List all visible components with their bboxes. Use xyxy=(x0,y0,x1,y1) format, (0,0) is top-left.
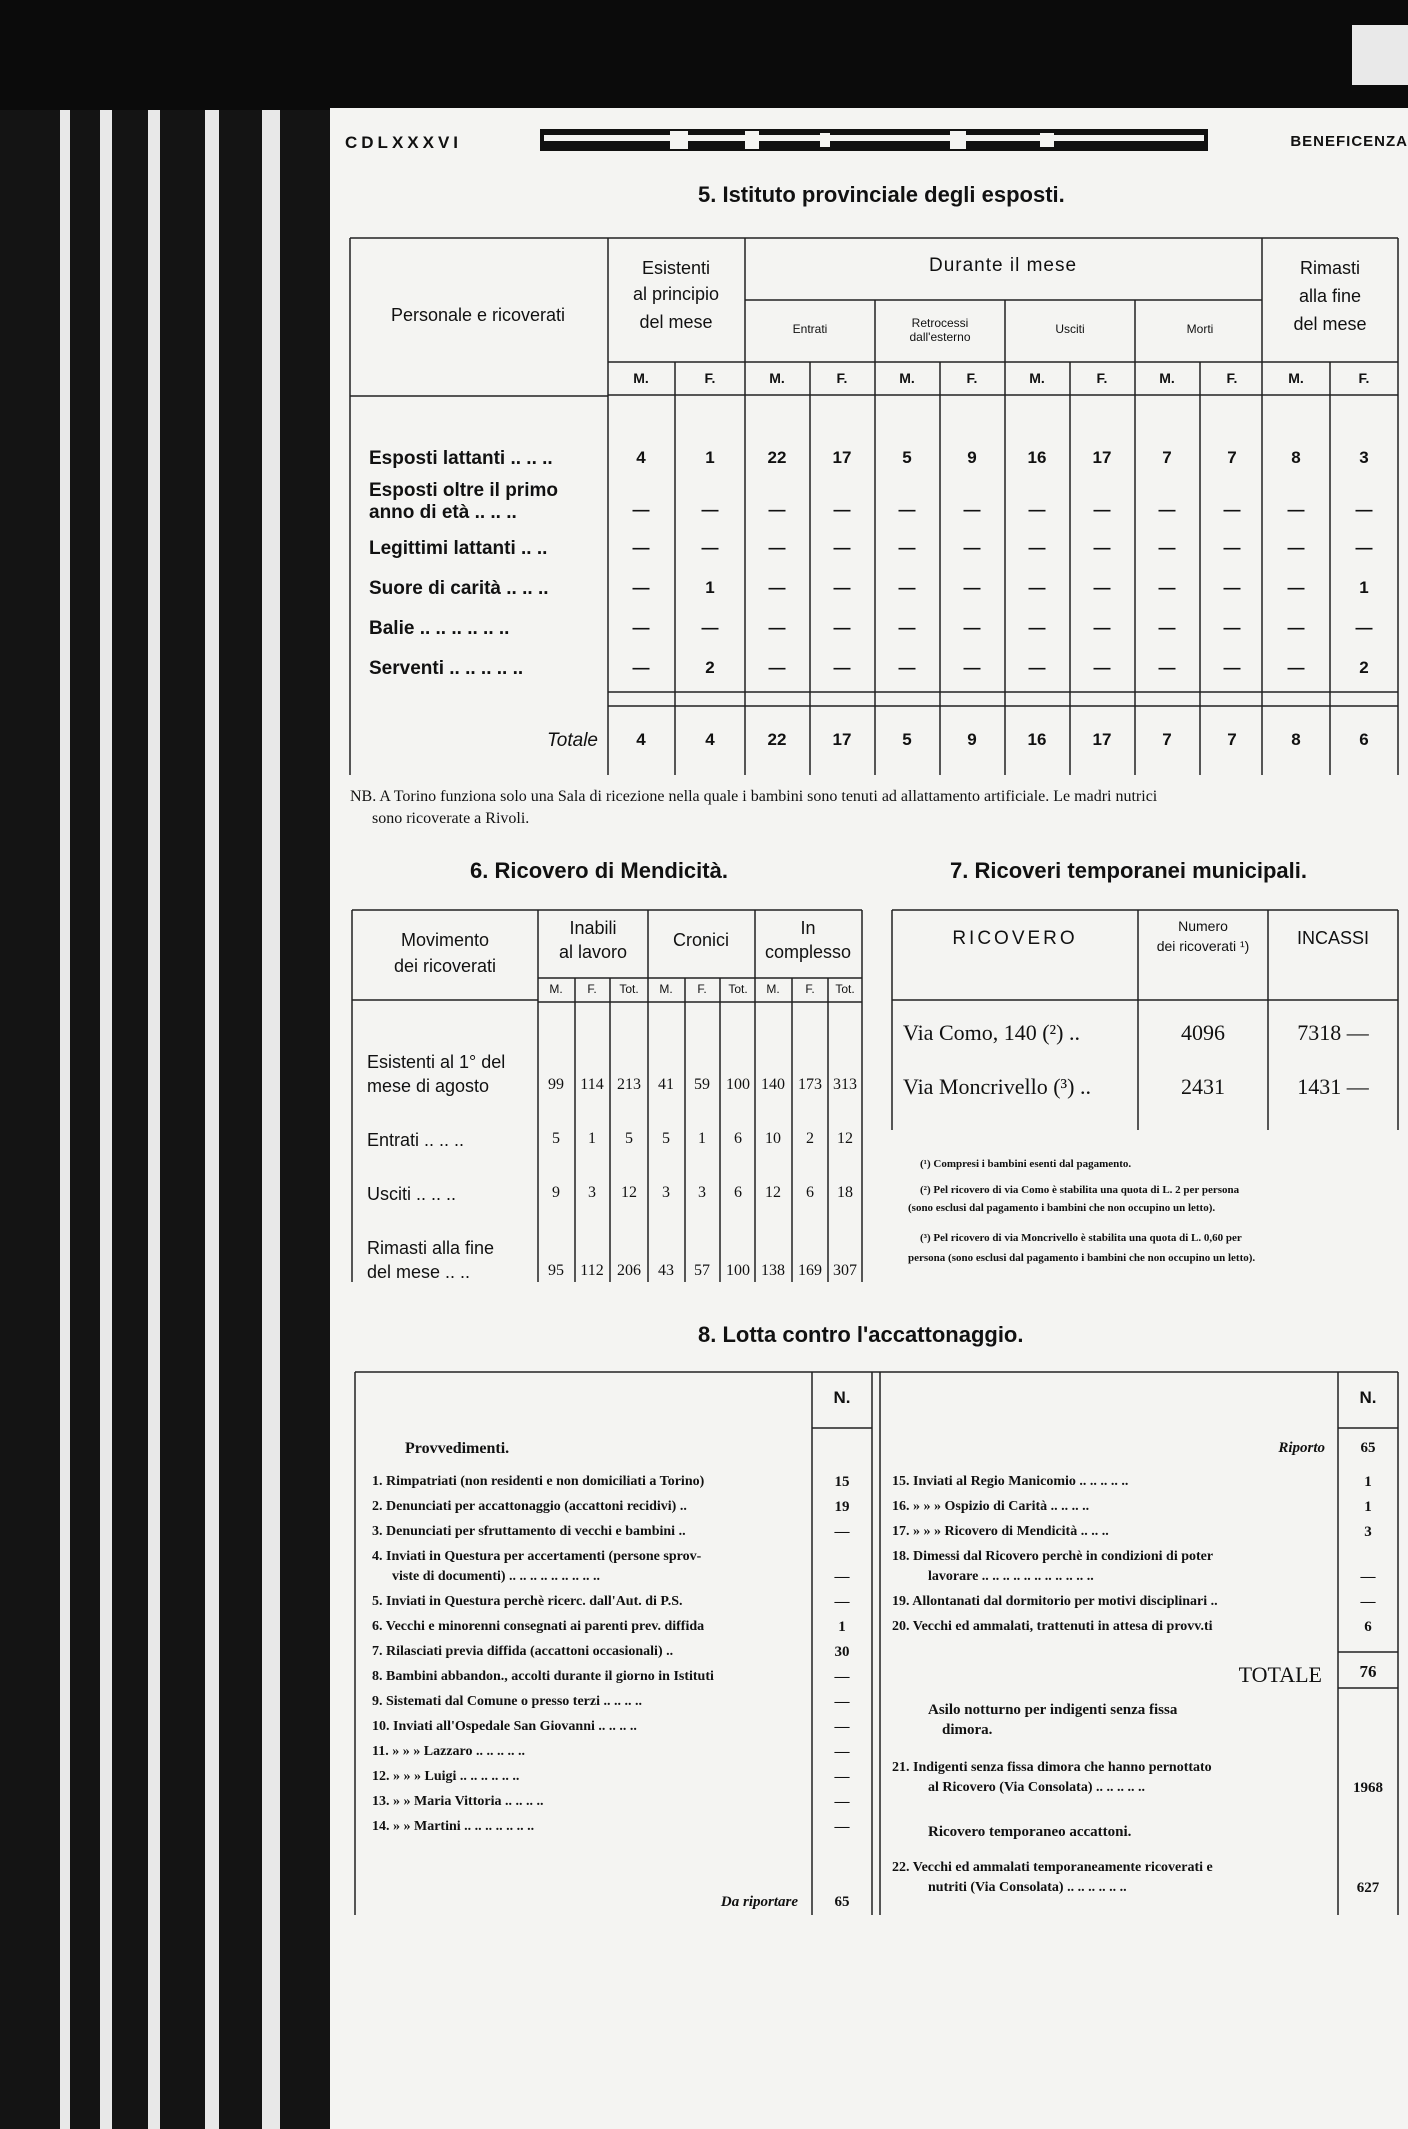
t8-left-n: — xyxy=(834,1794,850,1810)
t5-cell: — xyxy=(963,618,981,637)
t8-totale-n: 76 xyxy=(1359,1662,1377,1681)
t8-right-n: 6 xyxy=(1364,1619,1372,1635)
t6-col-inabili: al lavoro xyxy=(558,942,628,962)
header-ornament xyxy=(540,125,1208,157)
t7-row-label: Via Como, 140 (²) .. xyxy=(903,1020,1080,1045)
t8-left-n: 30 xyxy=(834,1644,850,1660)
t5-cell: — xyxy=(1158,618,1176,637)
t8-da-riportare-n: 65 xyxy=(834,1894,850,1910)
t5-col-esistenti: del mese xyxy=(639,312,713,332)
t5-cell: — xyxy=(632,500,650,519)
table7-title: 7. Ricoveri temporanei municipali. xyxy=(950,858,1307,883)
t7-row-inc: 1431 — xyxy=(1297,1074,1369,1099)
t6-cell: 12 xyxy=(765,1184,781,1201)
t8-r22: 22. Vecchi ed ammalati temporaneamente ricoverati e xyxy=(892,1860,1213,1875)
t7-note: (¹) Compresi i bambini esenti dal pagamento. xyxy=(920,1158,1132,1170)
t5-cell: — xyxy=(1028,500,1046,519)
t8-left-item: 1. Rimpatriati (non residenti e non domiciliati a Torino) xyxy=(372,1474,705,1489)
t6-col-mov: dei ricoverati xyxy=(393,956,497,976)
t8-left-n: — xyxy=(834,1744,850,1760)
t5-sub-retrocessi: Retrocessi xyxy=(911,316,969,330)
t6-cell: 57 xyxy=(694,1262,710,1279)
t8-r21: 21. Indigenti senza fissa dimora che hanno pernottato xyxy=(892,1760,1212,1775)
t8-left-item: 14. » » Martini .. .. .. .. .. .. .. xyxy=(372,1819,535,1834)
t5-cell: 22 xyxy=(767,448,787,467)
t8-left-item: viste di documenti) .. .. .. .. .. .. .. .. .. xyxy=(392,1569,601,1584)
t6-cell: 313 xyxy=(833,1076,857,1093)
t5-totale-cell: 8 xyxy=(1291,730,1301,749)
t8-n-header: N. xyxy=(833,1388,851,1407)
t8-right-n: 1 xyxy=(1364,1499,1372,1515)
t5-cell: — xyxy=(632,578,650,597)
t6-row-label: Rimasti alla fine xyxy=(367,1238,495,1258)
t5-cell: — xyxy=(1028,578,1046,597)
t8-left-item: 3. Denunciati per sfruttamento di vecchi e bambini .. xyxy=(372,1524,686,1539)
t6-mft-header: Tot. xyxy=(835,982,855,996)
t5-row-label: Legittimi lattanti .. .. xyxy=(369,538,548,559)
t5-cell: — xyxy=(1093,578,1111,597)
t5-row-label: Balie .. .. .. .. .. .. xyxy=(369,618,510,639)
t5-cell: — xyxy=(1287,578,1305,597)
t8-left-item: 8. Bambini abbandon., accolti durante il giorno in Istituti xyxy=(372,1669,714,1684)
t5-note: NB. A Torino funziona solo una Sala di ricezione nella quale i bambini sono tenuti ad allattamento artificiale. Le madri nutrici xyxy=(350,788,1158,805)
t6-cell: 112 xyxy=(580,1262,604,1279)
t5-col-rimasti: alla fine xyxy=(1298,286,1362,306)
t5-row-label: anno di età .. .. .. xyxy=(369,502,517,523)
t6-mft-header: F. xyxy=(697,982,707,996)
t8-asilo: dimora. xyxy=(942,1722,993,1738)
t7-note: (³) Pel ricovero di via Moncrivello è stabilita una quota di L. 0,60 per xyxy=(920,1232,1242,1244)
t8-left-item: 5. Inviati in Questura perchè ricerc. dall'Aut. di P.S. xyxy=(372,1594,683,1609)
t8-left-n: — xyxy=(834,1524,850,1540)
t5-cell: — xyxy=(1223,500,1241,519)
t6-row-label: del mese .. .. xyxy=(367,1262,471,1282)
t5-col-durante: Durante il mese xyxy=(928,255,1078,276)
t7-col-numero: dei ricoverati ¹) xyxy=(1156,938,1250,954)
t8-left-item: 12. » » » Luigi .. .. .. .. .. .. xyxy=(372,1769,520,1784)
t5-sub-entrati: Entrati xyxy=(792,322,828,336)
t6-cell: 100 xyxy=(726,1262,750,1279)
page-edge xyxy=(262,110,280,2129)
t8-right-item: 15. Inviati al Regio Manicomio .. .. .. .. .. xyxy=(892,1474,1129,1489)
t6-cell: 1 xyxy=(588,1130,596,1147)
t5-cell: — xyxy=(768,578,786,597)
t5-cell: — xyxy=(1223,538,1241,557)
t5-cell: — xyxy=(1093,500,1111,519)
t6-cell: 5 xyxy=(662,1130,670,1147)
t6-cell: 307 xyxy=(833,1262,857,1279)
t5-sub-morti: Morti xyxy=(1186,322,1214,336)
t8-left-n: — xyxy=(834,1719,850,1735)
t7-row-n: 4096 xyxy=(1181,1020,1225,1045)
t5-cell: — xyxy=(632,618,650,637)
t5-mf-header: M. xyxy=(1288,370,1304,386)
t8-right-item: 18. Dimessi dal Ricovero perchè in condizioni di poter xyxy=(892,1549,1214,1564)
page-edge xyxy=(205,110,219,2129)
page-number: CDLXXXVI xyxy=(345,133,463,152)
t8-left-item: 10. Inviati all'Ospedale San Giovanni .. .. .. .. xyxy=(372,1719,637,1734)
t5-mf-header: F. xyxy=(1226,370,1238,386)
t5-cell: — xyxy=(963,578,981,597)
t5-cell: — xyxy=(768,500,786,519)
t5-mf-header: F. xyxy=(1358,370,1370,386)
page-edge xyxy=(60,110,70,2129)
t6-col-mov: Movimento xyxy=(400,930,490,950)
dark-border xyxy=(0,0,1408,110)
t8-right-n: — xyxy=(1360,1569,1376,1585)
t5-totale-cell: 7 xyxy=(1162,730,1172,749)
t5-note: sono ricoverate a Rivoli. xyxy=(372,810,530,827)
t8-left-item: 11. » » » Lazzaro .. .. .. .. .. xyxy=(372,1744,525,1759)
t5-cell: — xyxy=(1355,618,1373,637)
t5-cell: 17 xyxy=(832,448,852,467)
t5-cell: — xyxy=(768,538,786,557)
t5-cell: 2 xyxy=(1359,658,1369,677)
t8-da-riportare: Da riportare xyxy=(720,1894,798,1910)
t6-cell: 41 xyxy=(658,1076,674,1093)
page-edge xyxy=(100,110,112,2129)
t5-cell: — xyxy=(963,538,981,557)
t5-totale-cell: 5 xyxy=(902,730,912,749)
t8-r21-n: 1968 xyxy=(1353,1780,1383,1796)
t6-cell: 3 xyxy=(588,1184,596,1201)
t6-cell: 6 xyxy=(734,1184,742,1201)
t5-cell: 5 xyxy=(902,448,912,467)
t5-cell: 7 xyxy=(1162,448,1172,467)
t8-right-n: — xyxy=(1360,1594,1376,1610)
t8-left-item: 6. Vecchi e minorenni consegnati ai parenti prev. diffida xyxy=(372,1619,705,1634)
t5-row-label: Esposti lattanti .. .. .. xyxy=(369,448,553,469)
t5-totale-cell: 9 xyxy=(967,730,977,749)
t5-mf-header: F. xyxy=(1096,370,1108,386)
t5-cell: — xyxy=(1093,658,1111,677)
t6-mft-header: M. xyxy=(549,982,563,996)
t6-cell: 99 xyxy=(548,1076,564,1093)
t8-r22-n: 627 xyxy=(1356,1880,1380,1896)
t5-cell: — xyxy=(833,500,851,519)
t5-cell: — xyxy=(963,500,981,519)
t6-cell: 213 xyxy=(617,1076,641,1093)
t5-mf-header: F. xyxy=(836,370,848,386)
t7-row-n: 2431 xyxy=(1181,1074,1225,1099)
t5-cell: — xyxy=(701,538,719,557)
t5-cell: — xyxy=(1223,618,1241,637)
t7-row-inc: 7318 — xyxy=(1297,1020,1369,1045)
t5-cell: — xyxy=(1158,658,1176,677)
t8-r21: al Ricovero (Via Consolata) .. .. .. .. .. xyxy=(928,1780,1145,1795)
t5-cell: 1 xyxy=(705,448,715,467)
t5-cell: — xyxy=(1355,500,1373,519)
t5-mf-header: M. xyxy=(1159,370,1175,386)
t5-col-esistenti: Esistenti xyxy=(641,258,711,278)
t6-cell: 10 xyxy=(765,1130,781,1147)
t5-cell: — xyxy=(833,538,851,557)
t7-col-numero: Numero xyxy=(1178,918,1228,934)
t6-row-label: Esistenti al 1° del xyxy=(367,1052,506,1072)
t6-cell: 100 xyxy=(726,1076,750,1093)
t5-mf-header: M. xyxy=(769,370,785,386)
t6-mft-header: Tot. xyxy=(619,982,639,996)
t6-cell: 3 xyxy=(698,1184,706,1201)
t6-cell: 5 xyxy=(552,1130,560,1147)
table5-title: 5. Istituto provinciale degli esposti. xyxy=(698,182,1065,207)
page-corner xyxy=(1352,25,1408,85)
t5-cell: — xyxy=(1223,658,1241,677)
t5-cell: — xyxy=(1355,538,1373,557)
t5-cell: 8 xyxy=(1291,448,1301,467)
t8-left-n: — xyxy=(834,1669,850,1685)
t6-cell: 95 xyxy=(548,1262,564,1279)
t5-cell: — xyxy=(898,578,916,597)
t5-cell: — xyxy=(833,658,851,677)
t5-cell: — xyxy=(1158,578,1176,597)
t5-mf-header: M. xyxy=(899,370,915,386)
t5-cell: — xyxy=(1158,500,1176,519)
t8-left-n: 15 xyxy=(834,1474,850,1490)
t5-mf-header: M. xyxy=(633,370,649,386)
t6-col-compl: In xyxy=(800,918,816,938)
t6-mft-header: F. xyxy=(587,982,597,996)
t5-cell: — xyxy=(701,500,719,519)
t8-left-item: 2. Denunciati per accattonaggio (accattoni recidivi) .. xyxy=(372,1499,687,1514)
t8-left-item: 13. » » Maria Vittoria .. .. .. .. xyxy=(372,1794,544,1809)
t6-col-cronici: Cronici xyxy=(672,930,730,950)
t5-cell: — xyxy=(1028,618,1046,637)
t5-cell: 17 xyxy=(1092,448,1112,467)
t8-left-n: — xyxy=(834,1819,850,1835)
t5-row-label: Serventi .. .. .. .. .. xyxy=(369,658,524,679)
t6-cell: 59 xyxy=(694,1076,710,1093)
t8-riporto: Riporto xyxy=(1278,1440,1325,1456)
t8-r22: nutriti (Via Consolata) .. .. .. .. .. .. xyxy=(928,1880,1127,1895)
t6-cell: 18 xyxy=(837,1184,853,1201)
t5-mf-header: M. xyxy=(1029,370,1045,386)
t5-cell: — xyxy=(768,658,786,677)
t7-col-incassi: INCASSI xyxy=(1296,928,1370,948)
t6-col-inabili: Inabili xyxy=(569,918,617,938)
t6-cell: 5 xyxy=(625,1130,633,1147)
t5-cell: — xyxy=(833,578,851,597)
t5-cell: — xyxy=(963,658,981,677)
section-name: BENEFICENZA xyxy=(1290,133,1408,150)
t8-left-item: 9. Sistemati dal Comune o presso terzi .. .. .. .. xyxy=(372,1694,642,1709)
t8-asilo: Asilo notturno per indigenti senza fissa xyxy=(928,1702,1178,1718)
t6-mft-header: M. xyxy=(766,982,780,996)
t5-cell: — xyxy=(833,618,851,637)
t5-totale-cell: 4 xyxy=(705,730,715,749)
t5-totale-cell: 7 xyxy=(1227,730,1237,749)
t5-cell: — xyxy=(1287,618,1305,637)
t6-cell: 173 xyxy=(798,1076,822,1093)
t5-cell: 1 xyxy=(1359,578,1369,597)
t5-cell: — xyxy=(632,538,650,557)
t5-totale-cell: 22 xyxy=(767,730,787,749)
t8-right-item: 19. Allontanati dal dormitorio per motivi disciplinari .. xyxy=(892,1594,1218,1609)
t5-cell: — xyxy=(1287,500,1305,519)
t5-cell: 7 xyxy=(1227,448,1237,467)
t5-col-personale: Personale e ricoverati xyxy=(390,305,566,325)
t5-cell: 1 xyxy=(705,578,715,597)
t8-ricovero-temp: Ricovero temporaneo accattoni. xyxy=(928,1824,1132,1840)
t8-left-n: — xyxy=(834,1594,850,1610)
t8-right-item: 16. » » » Ospizio di Carità .. .. .. .. xyxy=(892,1499,1090,1514)
t5-cell: — xyxy=(1223,578,1241,597)
t8-left-n: — xyxy=(834,1694,850,1710)
t5-cell: — xyxy=(701,618,719,637)
t6-cell: 12 xyxy=(621,1184,637,1201)
t5-totale-cell: 16 xyxy=(1027,730,1047,749)
t5-col-rimasti: del mese xyxy=(1293,314,1367,334)
t5-cell: — xyxy=(768,618,786,637)
t5-cell: — xyxy=(1287,658,1305,677)
t5-cell: 9 xyxy=(967,448,977,467)
t5-totale-cell: 6 xyxy=(1359,730,1369,749)
t6-cell: 9 xyxy=(552,1184,560,1201)
t5-cell: 3 xyxy=(1359,448,1369,467)
t5-sub-usciti: Usciti xyxy=(1055,322,1085,336)
t5-cell: 4 xyxy=(636,448,646,467)
t7-col-ricovero: RICOVERO xyxy=(952,928,1078,949)
t5-totale-label: Totale xyxy=(546,730,598,751)
t5-cell: — xyxy=(1093,618,1111,637)
t6-cell: 1 xyxy=(698,1130,706,1147)
t7-row-label: Via Moncrivello (³) .. xyxy=(903,1074,1091,1099)
t5-row-label: Suore di carità .. .. .. xyxy=(369,578,549,599)
t6-cell: 140 xyxy=(761,1076,785,1093)
t5-cell: — xyxy=(1093,538,1111,557)
t6-cell: 138 xyxy=(761,1262,785,1279)
t5-cell: — xyxy=(898,500,916,519)
t6-cell: 6 xyxy=(806,1184,814,1201)
t8-left-n: — xyxy=(834,1569,850,1585)
t8-provv: Provvedimenti. xyxy=(405,1440,510,1457)
t8-left-item: 4. Inviati in Questura per accertamenti (persone sprov- xyxy=(372,1549,702,1564)
t8-totale: TOTALE xyxy=(1238,1662,1322,1687)
t7-note: (²) Pel ricovero di via Como è stabilita una quota di L. 2 per persona xyxy=(920,1184,1240,1196)
t8-right-n: 1 xyxy=(1364,1474,1372,1490)
t6-mft-header: M. xyxy=(659,982,673,996)
table8-title: 8. Lotta contro l'accattonaggio. xyxy=(698,1322,1024,1347)
t6-mft-header: Tot. xyxy=(728,982,748,996)
t8-riporto-n: 65 xyxy=(1360,1440,1376,1456)
t5-cell: 16 xyxy=(1027,448,1047,467)
t5-col-esistenti: al principio xyxy=(632,284,720,304)
t5-cell: — xyxy=(1158,538,1176,557)
page-edge xyxy=(148,110,160,2129)
t6-mft-header: F. xyxy=(805,982,815,996)
t8-left-n: 1 xyxy=(838,1619,846,1635)
t6-cell: 12 xyxy=(837,1130,853,1147)
t8-right-n: 3 xyxy=(1364,1524,1372,1540)
t8-left-n: 19 xyxy=(834,1499,850,1515)
t5-totale-cell: 4 xyxy=(636,730,646,749)
t8-n-header: N. xyxy=(1359,1388,1377,1407)
t6-col-compl: complesso xyxy=(764,942,852,962)
t6-row-label: mese di agosto xyxy=(367,1076,490,1096)
t8-left-item: 7. Rilasciati previa diffida (accattoni occasionali) .. xyxy=(372,1644,674,1659)
t5-totale-cell: 17 xyxy=(832,730,852,749)
t5-totale-cell: 17 xyxy=(1092,730,1112,749)
t5-cell: — xyxy=(898,538,916,557)
t6-cell: 43 xyxy=(658,1262,674,1279)
table6-title: 6. Ricovero di Mendicità. xyxy=(470,858,728,883)
t8-right-item: 17. » » » Ricovero di Mendicità .. .. .. xyxy=(892,1524,1109,1539)
t5-cell: 2 xyxy=(705,658,715,677)
t8-left-n: — xyxy=(834,1769,850,1785)
t5-cell: — xyxy=(1028,658,1046,677)
t5-sub-retrocessi: dall'esterno xyxy=(909,330,971,344)
t7-note: (sono esclusi dal pagamento i bambini che non occupino un letto). xyxy=(908,1202,1216,1214)
t6-cell: 2 xyxy=(806,1130,814,1147)
t7-note: persona (sono esclusi dal pagamento i bambini che non occupino un letto). xyxy=(908,1252,1256,1264)
t8-right-item: 20. Vecchi ed ammalati, trattenuti in attesa di provv.ti xyxy=(892,1619,1213,1634)
t6-cell: 3 xyxy=(662,1184,670,1201)
t5-mf-header: F. xyxy=(704,370,716,386)
t5-row-label: Esposti oltre il primo xyxy=(369,480,558,501)
t5-cell: — xyxy=(898,658,916,677)
t5-col-rimasti: Rimasti xyxy=(1299,258,1361,278)
t6-row-label: Usciti .. .. .. xyxy=(367,1184,457,1204)
t6-cell: 169 xyxy=(798,1262,822,1279)
t5-cell: — xyxy=(632,658,650,677)
t5-cell: — xyxy=(898,618,916,637)
t6-cell: 206 xyxy=(617,1262,641,1279)
t6-cell: 114 xyxy=(580,1076,604,1093)
t5-cell: — xyxy=(1287,538,1305,557)
t6-cell: 6 xyxy=(734,1130,742,1147)
t6-row-label: Entrati .. .. .. xyxy=(367,1130,465,1150)
t5-cell: — xyxy=(1028,538,1046,557)
t8-right-item: lavorare .. .. .. .. .. .. .. .. .. .. .. xyxy=(928,1569,1094,1584)
t5-mf-header: F. xyxy=(966,370,978,386)
